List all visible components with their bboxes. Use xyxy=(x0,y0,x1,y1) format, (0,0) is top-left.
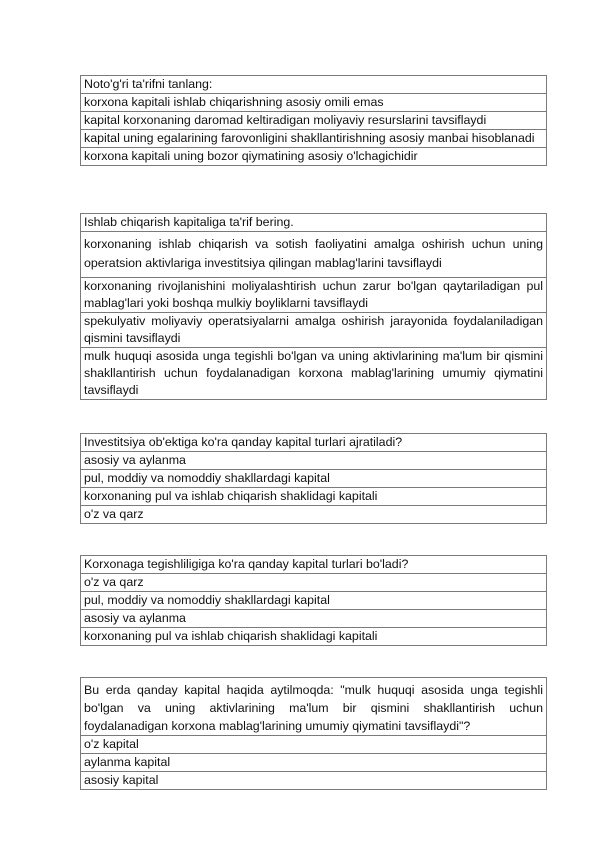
answer-option[interactable]: spekulyativ moliyaviy operatsiyalarni amalga oshirish jarayonida foydalaniladigan qismini tavsiflaydi xyxy=(81,313,547,348)
answer-option[interactable]: o'z kapital xyxy=(81,736,547,754)
answer-option[interactable]: korxonaning ishlab chiqarish va sotish faoliyatini amalga oshirish uchun uning operatsion aktivlariga investitsiya qilingan mablag'larini tavsiflaydi xyxy=(81,232,547,278)
question-text: Bu erda qanday kapital haqida aytilmoqda: "mulk huquqi asosida unga tegishli bo'lgan va uning aktivlarining ma'lum bir qismini shakllantirish uchun foydalanadigan korxona mablag'larining umumiy qiymatini tavsiflaydi"? xyxy=(81,678,547,736)
question-table-4 xyxy=(80,555,547,646)
answer-option[interactable]: asosiy va aylanma xyxy=(81,610,547,628)
answer-option[interactable]: korxona kapitali uning bozor qiymatining asosiy o'lchagichidir xyxy=(81,148,547,166)
answer-option[interactable]: asosiy va aylanma xyxy=(81,452,547,470)
answer-option[interactable]: pul, moddiy va nomoddiy shakllardagi kapital xyxy=(81,592,547,610)
answer-option[interactable]: korxonaning pul va ishlab chiqarish shaklidagi kapitali xyxy=(81,488,547,506)
answer-option[interactable]: pul, moddiy va nomoddiy shakllardagi kapital xyxy=(81,470,547,488)
answer-option[interactable]: kapital uning egalarining farovonligini shakllantirishning asosiy manbai hisoblanadi xyxy=(81,130,547,148)
question-text: Investitsiya ob'ektiga ko'ra qanday kapital turlari ajratiladi? xyxy=(81,434,547,452)
question-table-5 xyxy=(80,677,547,790)
question-table-1 xyxy=(80,75,547,166)
question-text: Ishlab chiqarish kapitaliga ta'rif bering. xyxy=(81,214,547,232)
answer-option[interactable]: kapital korxonaning daromad keltiradigan moliyaviy resurslarini tavsiflaydi xyxy=(81,112,547,130)
question-table-2 xyxy=(80,213,547,400)
answer-option[interactable]: asosiy kapital xyxy=(81,772,547,790)
answer-option[interactable]: korxonaning pul va ishlab chiqarish shaklidagi kapitali xyxy=(81,628,547,646)
answer-option[interactable]: o'z va qarz xyxy=(81,574,547,592)
answer-option[interactable]: aylanma kapital xyxy=(81,754,547,772)
question-text: Noto'g'ri ta'rifni tanlang: xyxy=(81,76,547,94)
answer-option[interactable]: korxona kapitali ishlab chiqarishning asosiy omili emas xyxy=(81,94,547,112)
answer-option[interactable]: korxonaning rivojlanishini moliyalashtirish uchun zarur bo'lgan qaytariladigan pul mablag'lari yoki boshqa mulkiy boyliklarni tavsiflaydi xyxy=(81,278,547,313)
answer-option[interactable]: o'z va qarz xyxy=(81,506,547,524)
question-table-3 xyxy=(80,433,547,524)
answer-option[interactable]: mulk huquqi asosida unga tegishli bo'lgan va uning aktivlarining ma'lum bir qismini shakllantirish uchun foydalanadigan korxona mablag'larining umumiy qiymatini tavsiflaydi xyxy=(81,348,547,400)
question-text: Korxonaga tegishliligiga ko'ra qanday kapital turlari bo'ladi? xyxy=(81,556,547,574)
